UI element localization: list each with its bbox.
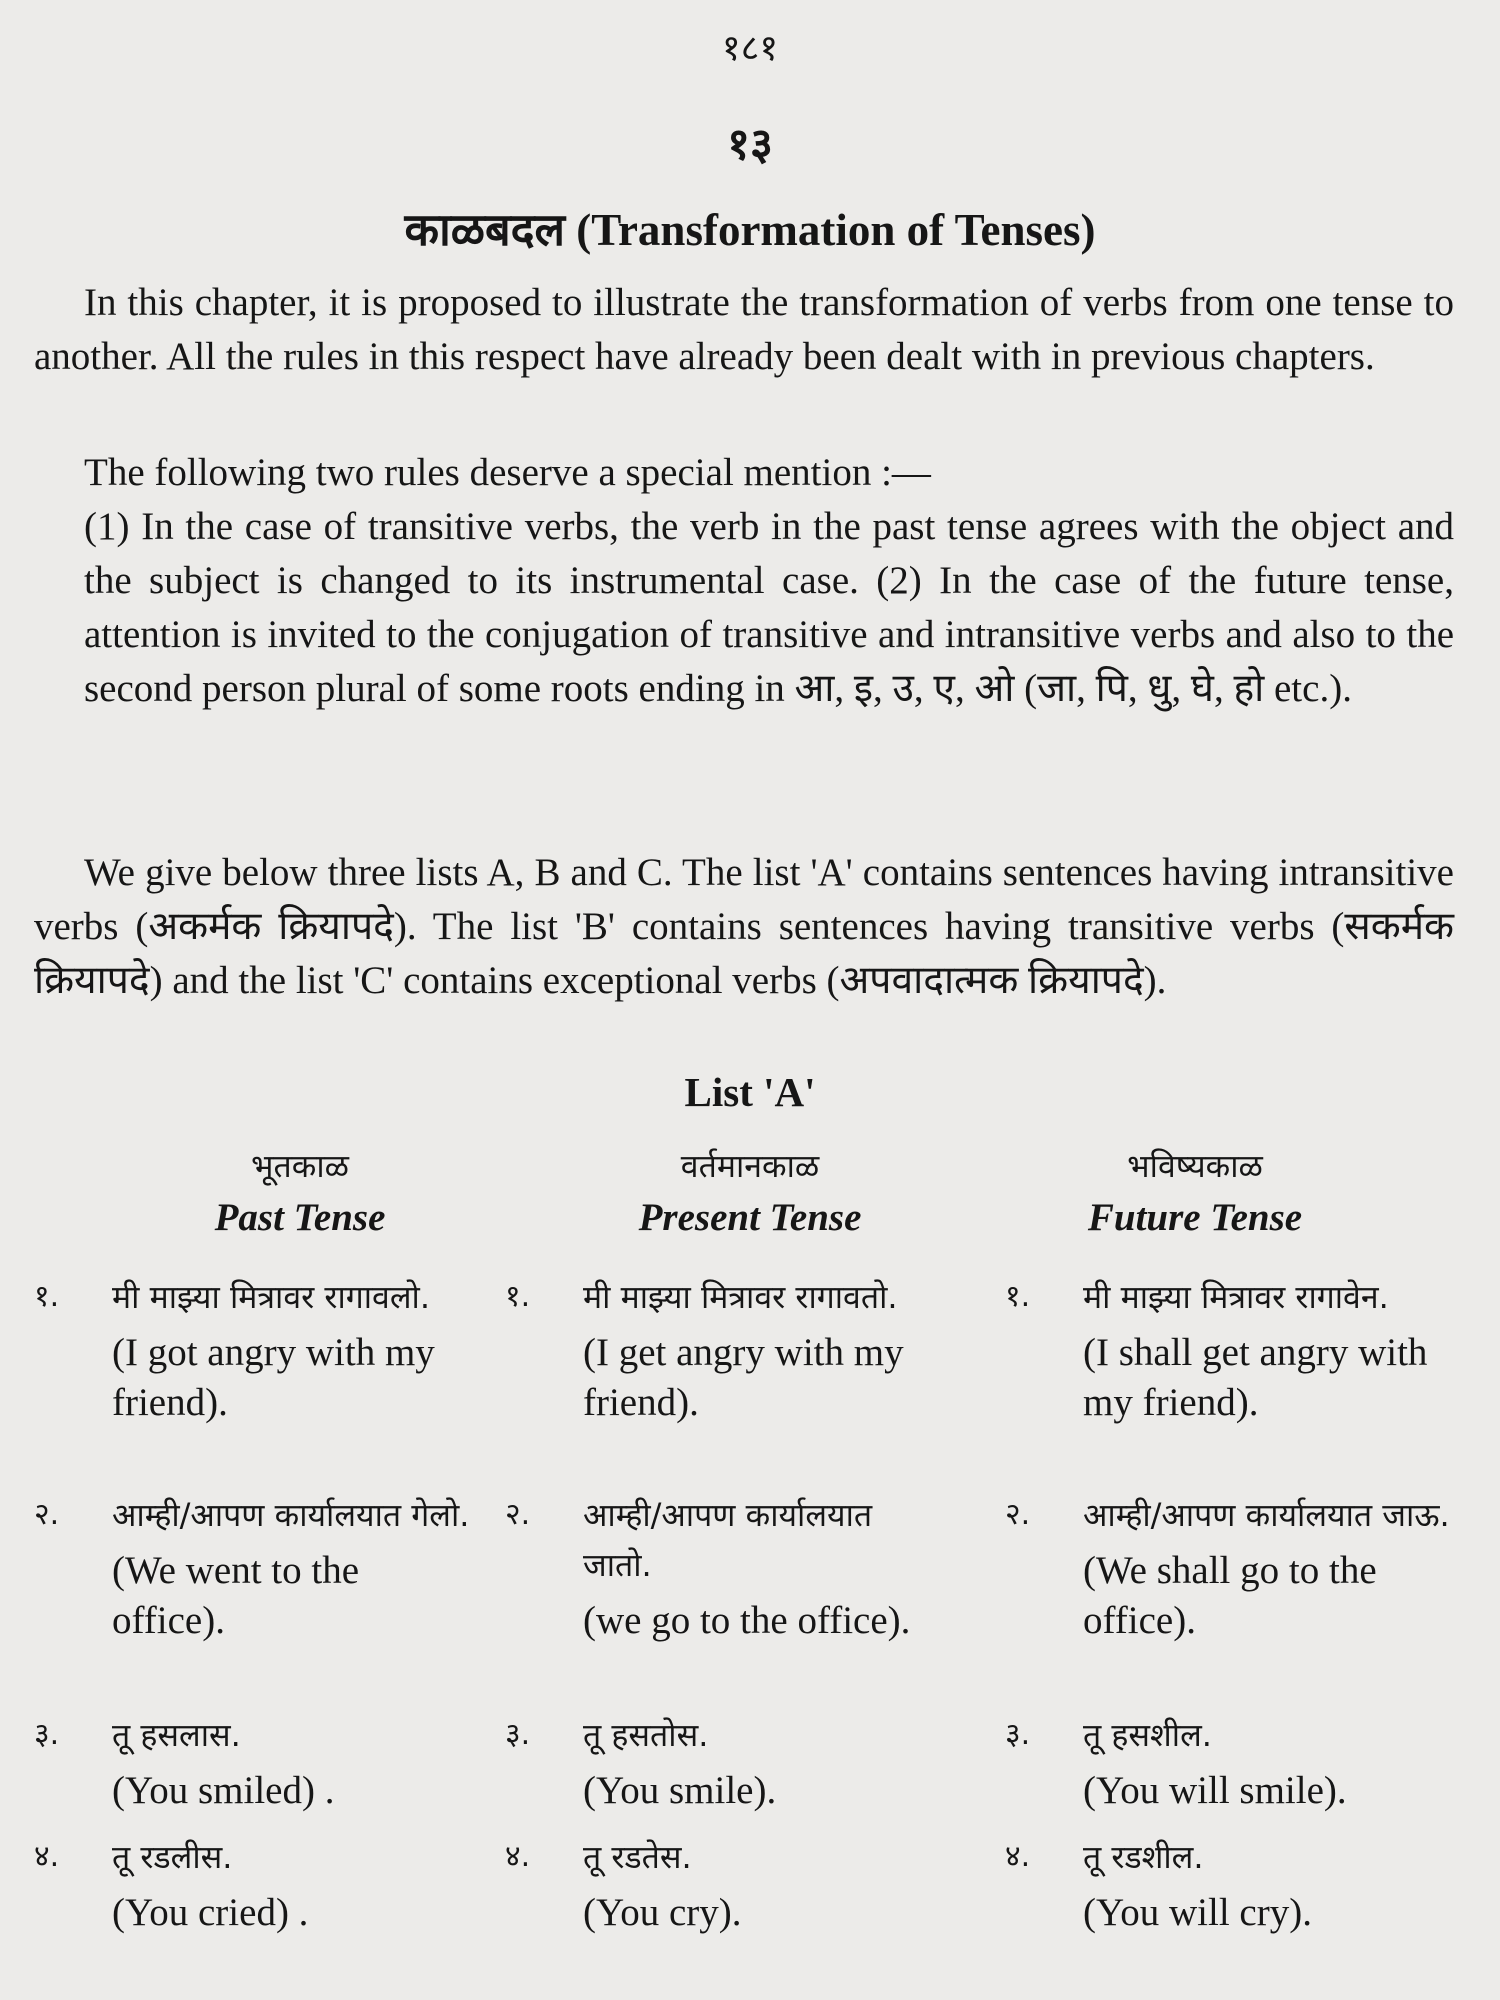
column-english-label: Future Tense: [1087, 1196, 1303, 1239]
entry-marathi: तू हसशील.: [1083, 1716, 1212, 1754]
present-entry: [505, 1490, 945, 1646]
past-entry: [34, 1832, 474, 1938]
past-entry: [34, 1710, 474, 1816]
entry-english: (I get angry with my friend).: [583, 1331, 904, 1424]
column-header-future: [975, 1142, 1415, 1246]
entry-number: ३.: [505, 1717, 531, 1752]
future-entry: [1005, 1710, 1465, 1816]
entry-english: (You smiled) .: [112, 1769, 335, 1812]
present-entry: [505, 1710, 945, 1816]
entry-english: (I got angry with my friend).: [112, 1331, 435, 1424]
entry-marathi: आम्ही/आपण कार्यालयात गेलो.: [112, 1496, 470, 1534]
column-english-label: Past Tense: [214, 1196, 386, 1239]
entry-english: (You cry).: [583, 1891, 742, 1934]
present-entry: [505, 1832, 945, 1938]
column-header-present: [530, 1142, 970, 1246]
entry-marathi: मी माझ्या मित्रावर रागावेन.: [1083, 1278, 1389, 1316]
list-title: List 'A': [684, 1069, 816, 1115]
entry-number: ४.: [1005, 1839, 1031, 1874]
entry-marathi: तू हसतोस.: [583, 1716, 709, 1754]
entry-english: (You cried) .: [112, 1891, 309, 1934]
entry-number: १.: [1005, 1279, 1031, 1314]
entry-english: (We went to the office).: [112, 1549, 360, 1642]
entry-marathi: मी माझ्या मित्रावर रागावतो.: [583, 1278, 898, 1316]
entry-english: (I shall get angry with my friend).: [1083, 1331, 1428, 1424]
future-entry: [1005, 1272, 1465, 1428]
future-entry: [1005, 1832, 1465, 1938]
page-number: १८१: [721, 28, 779, 69]
chapter-title: काळबदल (Transformation of Tenses): [404, 205, 1096, 255]
entry-marathi: मी माझ्या मित्रावर रागावलो.: [112, 1278, 430, 1316]
past-entry: [34, 1490, 474, 1646]
column-english-label: Present Tense: [638, 1196, 862, 1239]
past-entry: [34, 1272, 474, 1428]
entry-number: १.: [34, 1279, 60, 1314]
rules-heading: The following two rules deserve a special mention :—: [84, 451, 931, 494]
entry-english: (we go to the office).: [583, 1599, 911, 1642]
entry-english: (You will smile).: [1083, 1769, 1347, 1812]
column-marathi-label: भविष्यकाळ: [1127, 1147, 1263, 1185]
column-header-past: [80, 1142, 520, 1246]
entry-number: २.: [34, 1497, 60, 1532]
column-marathi-label: वर्तमानकाळ: [680, 1147, 820, 1185]
lists-paragraph: We give below three lists A, B and C. The list 'A' contains sentences having intransitive verbs (अकर्मक क्रियापदे). The list 'B' contains sentences having transitive verbs (सकर्मक क्रियापदे) and the list 'C' contains exceptional verbs (अपवादात्मक क्रियापदे).: [34, 851, 1454, 1002]
entry-english: (We shall go to the office).: [1083, 1549, 1377, 1642]
entry-marathi: आम्ही/आपण कार्यालयात जाऊ.: [1083, 1496, 1450, 1534]
intro-paragraph: In this chapter, it is proposed to illustrate the transformation of verbs from one tense to another. All the rules in this respect have already been dealt with in previous chapters.: [34, 281, 1454, 378]
entry-number: २.: [1005, 1497, 1031, 1532]
entry-marathi: तू हसलास.: [112, 1716, 241, 1754]
entry-number: ३.: [34, 1717, 60, 1752]
entry-marathi: तू रडशील.: [1083, 1838, 1204, 1876]
column-marathi-label: भूतकाळ: [251, 1147, 349, 1185]
entry-marathi: तू रडतेस.: [583, 1838, 692, 1876]
entry-english: (You smile).: [583, 1769, 777, 1812]
chapter-number: १३: [727, 119, 773, 170]
entry-number: १.: [505, 1279, 531, 1314]
entry-number: ४.: [505, 1839, 531, 1874]
entry-marathi: तू रडलीस.: [112, 1838, 233, 1876]
entry-number: ३.: [1005, 1717, 1031, 1752]
entry-english: (You will cry).: [1083, 1891, 1312, 1934]
rules-paragraph: (1) In the case of transitive verbs, the verb in the past tense agrees with the object and the subject is changed to its instrumental case. (2) In the case of the future tense, attention is invited to the conjugation of transitive and intransitive verbs and also to the second person plural of some roots ending in आ, इ, उ, ए, ओ (जा, पि, धु, घे, हो etc.).: [84, 505, 1454, 710]
present-entry: [505, 1272, 945, 1428]
entry-number: २.: [505, 1497, 531, 1532]
entry-number: ४.: [34, 1839, 60, 1874]
future-entry: [1005, 1490, 1465, 1646]
entry-marathi: आम्ही/आपण कार्यालयात जातो.: [583, 1496, 873, 1584]
